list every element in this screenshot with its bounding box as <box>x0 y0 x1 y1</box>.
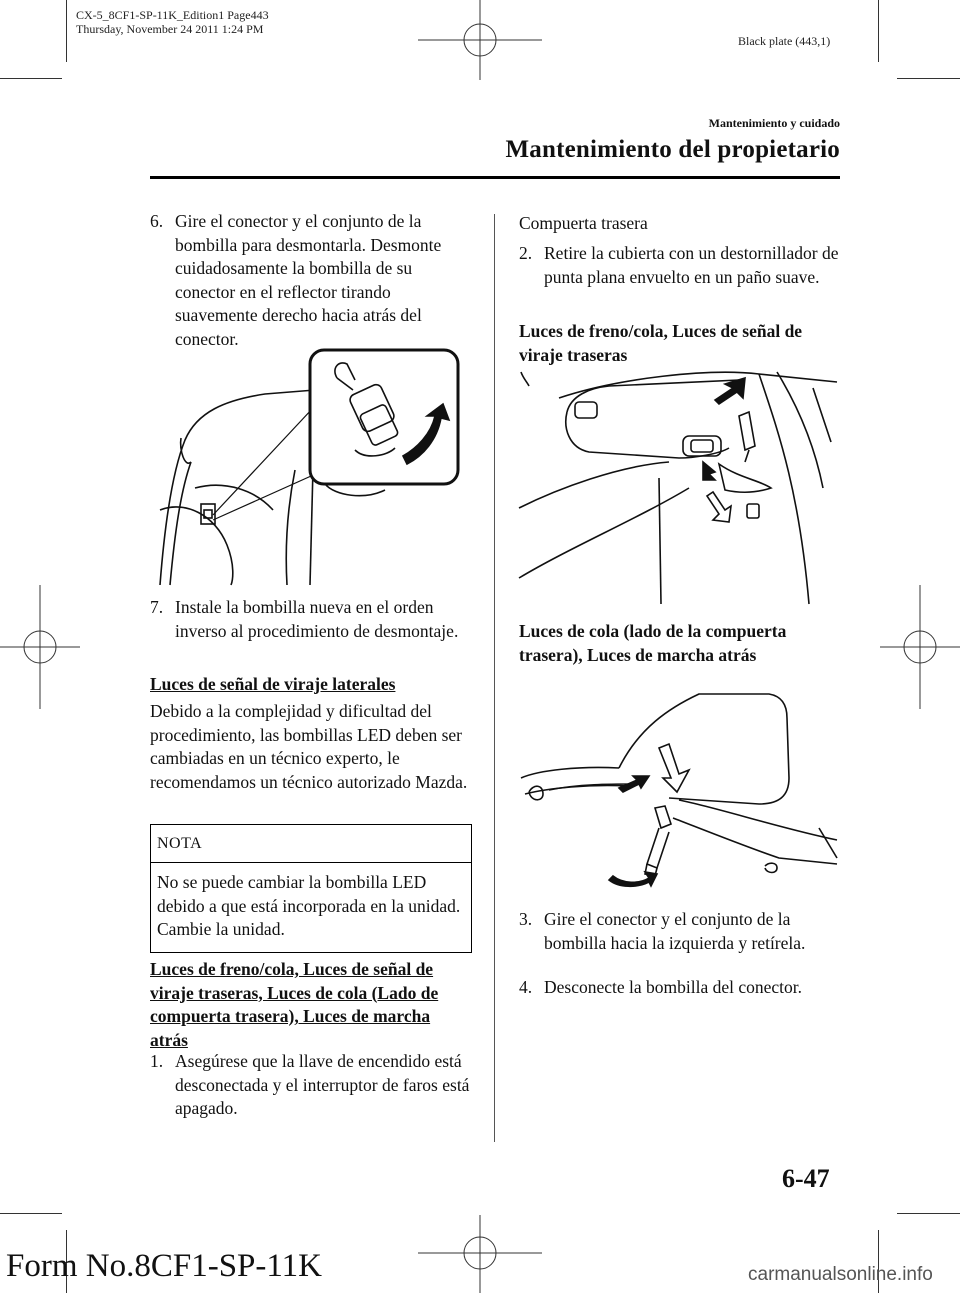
crop-mark <box>0 78 62 79</box>
subtitle-liftgate: Compuerta trasera <box>519 213 648 233</box>
crop-mark <box>0 1213 62 1214</box>
step-text: Gire el conector y el conjunto de la bombilla para desmontarla. Desmonte cuidadosamente la bombilla de su conector en el reflector tirando suavemente derecho hacia atrás del conector. <box>175 211 442 349</box>
step-text: Instale la bombilla nueva en el orden inverso al procedimiento de desmontaje. <box>175 597 459 641</box>
note-box <box>150 824 472 953</box>
step-3 <box>519 908 839 955</box>
heading-tail-reverse: Luces de cola (lado de la compuerta trasera), Luces de marcha atrás <box>519 621 787 665</box>
header-rule <box>150 176 840 179</box>
page-title: Mantenimiento del propietario <box>505 136 840 163</box>
step-2 <box>519 242 839 289</box>
step-4 <box>519 976 839 1000</box>
section-heading-side-signals: Luces de señal de viraje laterales <box>150 674 396 694</box>
step-number: 7. <box>150 597 164 617</box>
registration-mark-top <box>418 0 542 80</box>
form-number: Form No.8CF1-SP-11K <box>6 1248 322 1284</box>
crop-mark <box>66 0 67 62</box>
step-number: 1. <box>150 1051 164 1071</box>
page-number: 6-47 <box>782 1164 830 1193</box>
print-slug-line1: CX-5_8CF1-SP-11K_Edition1 Page443 <box>76 8 269 22</box>
step-text: Asegúrese que la llave de encendido está desconectada y el interruptor de faros está apagado. <box>175 1051 470 1118</box>
crop-mark <box>878 0 879 62</box>
note-title: NOTA <box>151 825 471 863</box>
watermark: carmanualsonline.info <box>748 1264 933 1285</box>
section-label: Mantenimiento y cuidado <box>708 116 840 130</box>
headlamp-bulb-illustration <box>155 350 460 585</box>
step-number: 2. <box>519 243 533 263</box>
column-divider <box>494 214 495 1142</box>
step-7 <box>150 596 470 643</box>
step-1 <box>150 1050 470 1121</box>
heading-brake-tail: Luces de freno/cola, Luces de señal de viraje traseras <box>519 321 803 365</box>
registration-mark-right <box>880 585 960 709</box>
crop-mark <box>897 78 960 79</box>
section-heading-rear-lights: Luces de freno/cola, Luces de señal de viraje traseras, Luces de cola (Lado de compuerta trasera), Luces de marcha atrás <box>150 959 439 1050</box>
plate-label: Black plate (443,1) <box>738 34 831 48</box>
step-6 <box>150 210 470 351</box>
liftgate-cover-illustration <box>519 368 839 604</box>
tail-light-cover-illustration <box>519 688 839 888</box>
crop-mark <box>897 1213 960 1214</box>
step-number: 4. <box>519 977 533 997</box>
paragraph-side-signals: Debido a la complejidad y dificultad del procedimiento, las bombillas LED deben ser cambiadas en un técnico experto, le recomendamos un técnico autorizado Mazda. <box>150 701 468 792</box>
print-slug <box>76 8 269 36</box>
step-number: 3. <box>519 909 533 929</box>
step-text: Gire el conector y el conjunto de la bombilla hacia la izquierda y retírela. <box>544 909 806 953</box>
step-text: Desconecte la bombilla del conector. <box>544 977 803 997</box>
step-number: 6. <box>150 211 164 231</box>
print-slug-line2: Thursday, November 24 2011 1:24 PM <box>76 22 264 36</box>
registration-mark-bottom <box>418 1215 542 1293</box>
registration-mark-left <box>0 585 80 709</box>
note-body: No se puede cambiar la bombilla LED debido a que está incorporada en la unidad. Cambie la unidad. <box>157 872 461 939</box>
step-text: Retire la cubierta con un destornillador de punta plana envuelto en un paño suave. <box>544 243 839 287</box>
